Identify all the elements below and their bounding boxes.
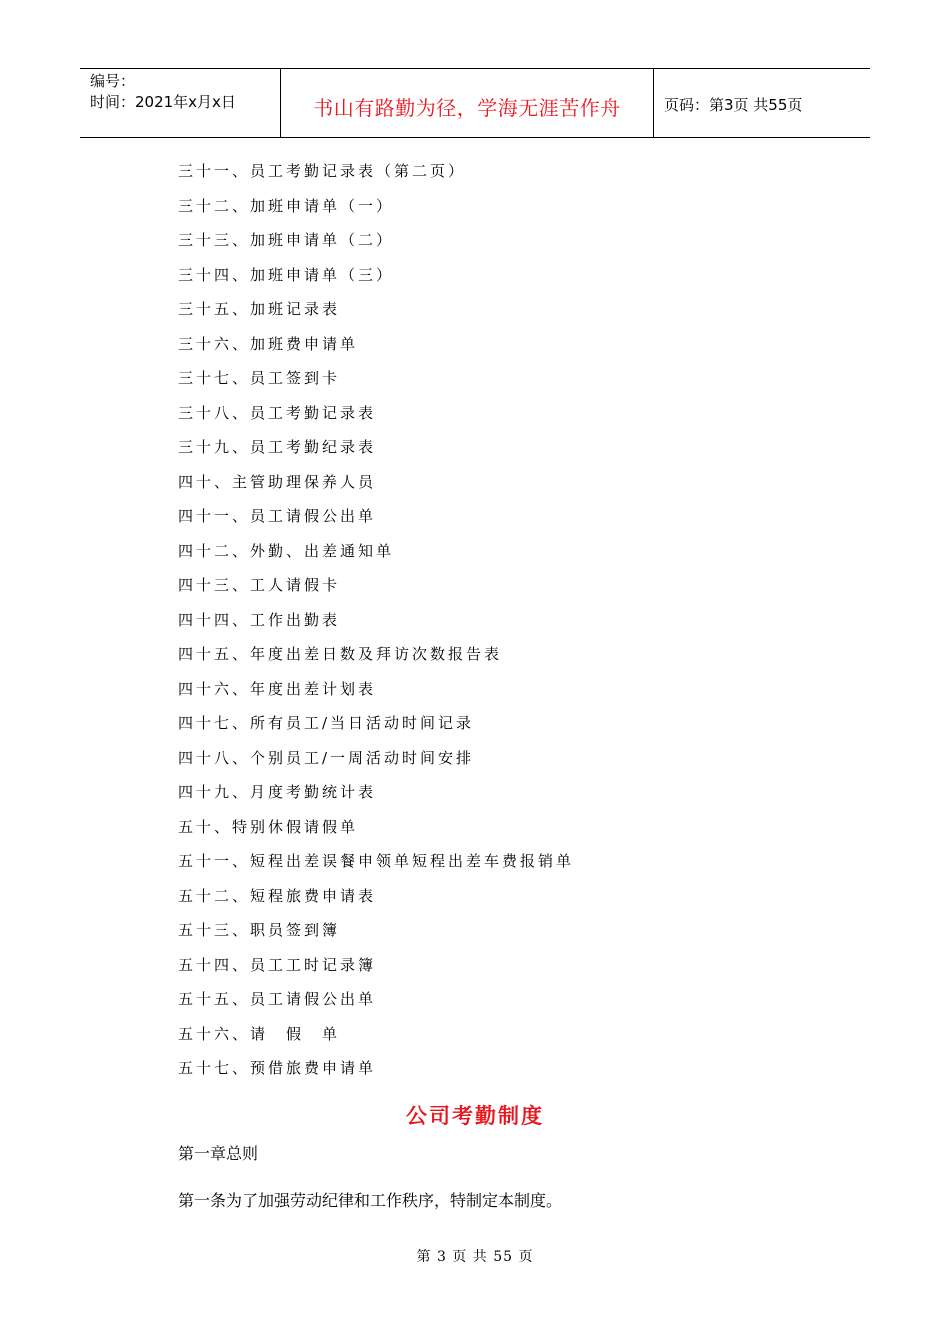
toc-item: 四十、主管助理保养人员 [178,472,377,491]
toc-item: 三十五、加班记录表 [178,300,341,318]
toc-item: 五十七、预借旅费申请单 [178,1059,377,1077]
toc-item: 三十八、员工考勤记录表 [178,403,377,422]
article-paragraph: 第一条为了加强劳动纪律和工作秩序，特制定本制度。 [178,1191,563,1210]
toc-item: 三十一、员工考勤记录表（第二页） [178,162,467,180]
toc-item: 四十八、个别员工/一周活动时间安排 [178,748,475,767]
toc-item: 三十六、加班费申请单 [178,334,359,353]
toc-item: 三十七、员工签到卡 [178,369,341,387]
toc-item: 五十、特别休假请假单 [178,817,359,836]
toc-item: 五十五、员工请假公出单 [178,990,377,1008]
number-label: 编号： [90,72,136,90]
toc-item: 五十六、请 假 单 [178,1024,341,1043]
toc-item: 四十三、工人请假卡 [178,576,341,594]
toc-item: 五十二、短程旅费申请表 [178,886,377,905]
table-of-contents [178,160,574,1092]
toc-item: 四十七、所有员工/当日活动时间记录 [178,714,475,732]
toc-item: 五十四、员工工时记录簿 [178,955,377,974]
header-motto: 书山有路勤为径，学海无涯苦作舟 [281,69,654,137]
chapter-heading: 第一章总则 [178,1144,259,1163]
toc-item: 四十一、员工请假公出单 [178,507,377,525]
toc-item: 三十二、加班申请单（一） [178,196,395,215]
toc-item: 三十三、加班申请单（二） [178,231,395,249]
time-label: 时间：2021年x月x日 [90,93,236,111]
section-title: 公司考勤制度 [406,1104,544,1128]
page-footer: 第 3 页 共 55 页 [416,1249,534,1265]
toc-item: 五十一、短程出差误餐申领单短程出差车费报销单 [178,852,575,870]
header-meta [80,69,281,137]
toc-item: 三十九、员工考勤纪录表 [178,438,377,456]
toc-item: 四十五、年度出差日数及拜访次数报告表 [178,645,503,663]
toc-item: 四十九、月度考勤统计表 [178,783,377,801]
toc-item: 五十三、职员签到簿 [178,921,341,939]
toc-item: 三十四、加班申请单（三） [178,265,395,284]
toc-item: 四十四、工作出勤表 [178,610,341,629]
toc-item: 四十六、年度出差计划表 [178,679,377,698]
page-header [80,68,870,138]
toc-item: 四十二、外勤、出差通知单 [178,541,395,560]
header-page-info: 页码：第3页 共55页 [664,95,803,114]
